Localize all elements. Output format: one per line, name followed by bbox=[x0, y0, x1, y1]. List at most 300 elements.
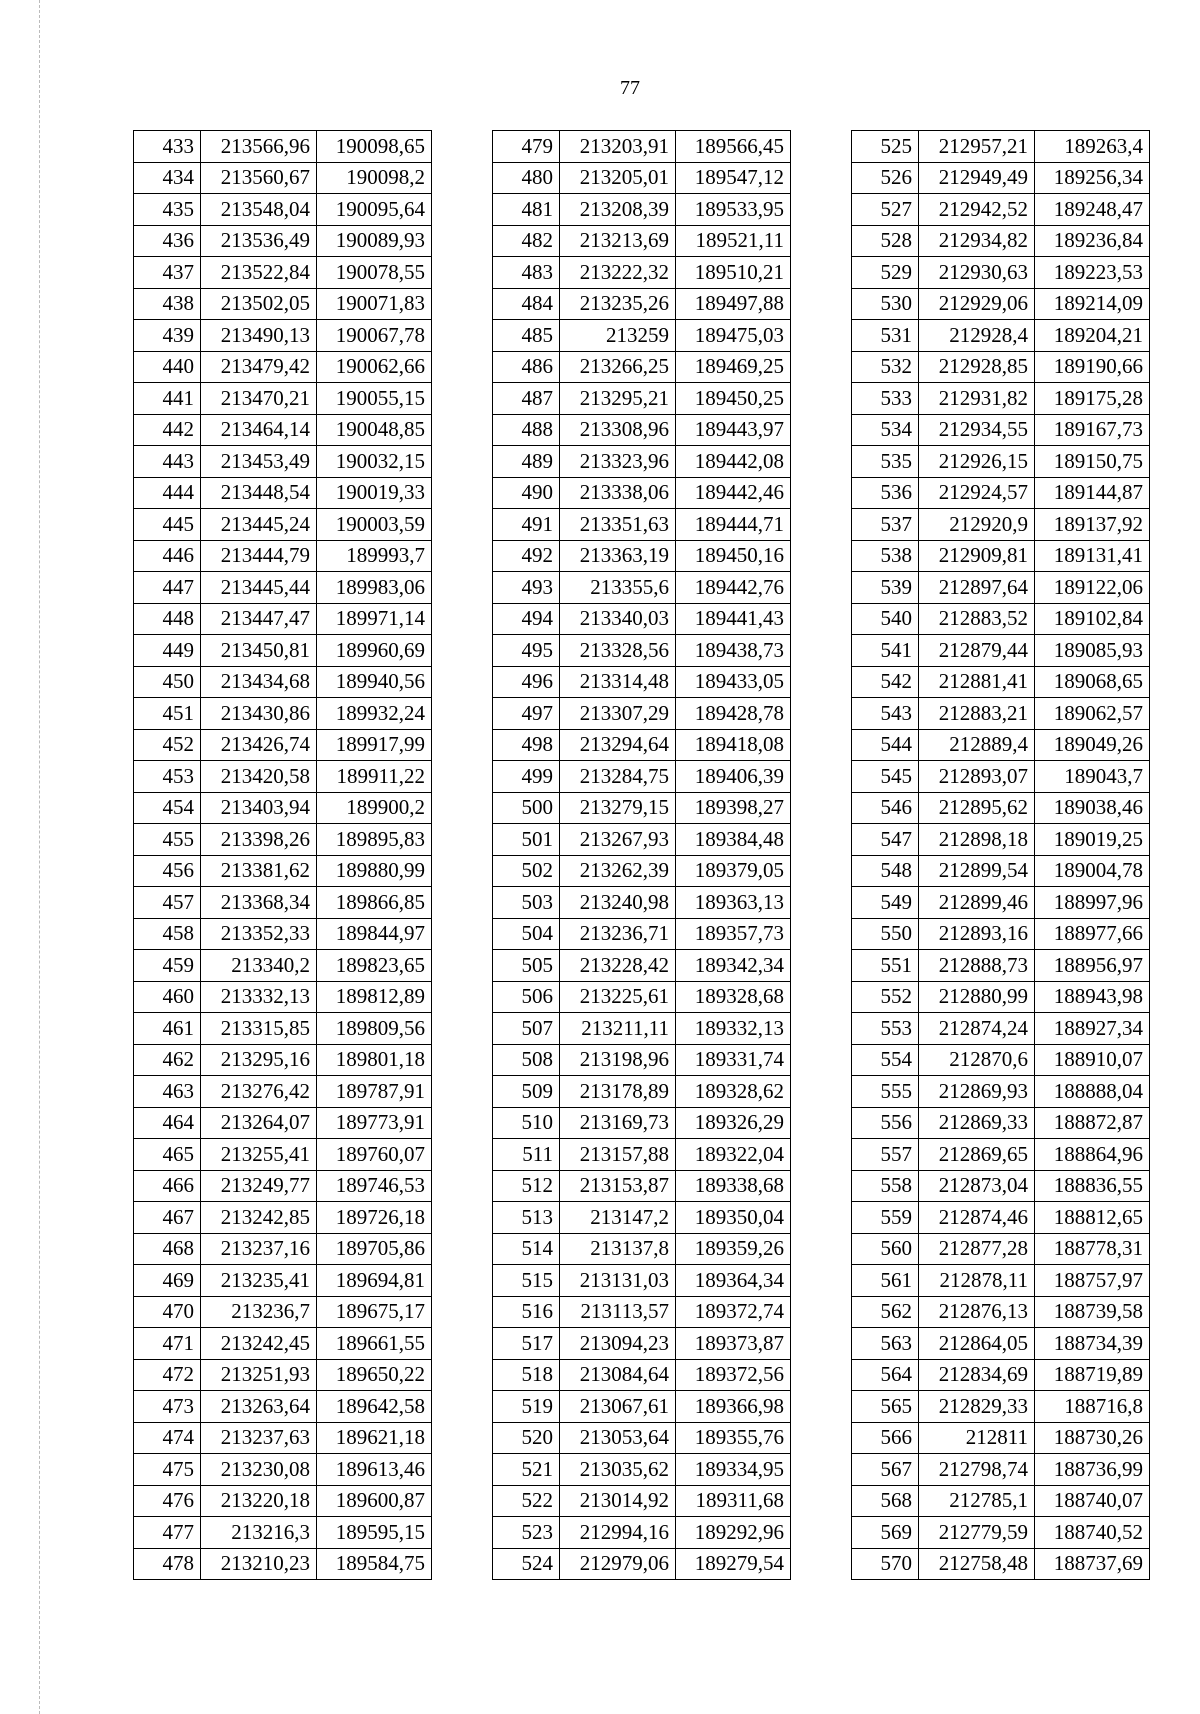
y-coordinate-cell: 189497,88 bbox=[676, 288, 791, 320]
x-coordinate-cell: 213153,87 bbox=[560, 1170, 676, 1202]
y-coordinate-cell: 190055,15 bbox=[317, 383, 432, 415]
point-number-cell: 447 bbox=[134, 572, 201, 604]
x-coordinate-cell: 213259 bbox=[560, 320, 676, 352]
point-number-cell: 437 bbox=[134, 257, 201, 289]
table-row bbox=[134, 918, 432, 950]
y-coordinate-cell: 189773,91 bbox=[317, 1107, 432, 1139]
point-number-cell: 510 bbox=[493, 1107, 560, 1139]
y-coordinate-cell: 189406,39 bbox=[676, 761, 791, 793]
point-number-cell: 504 bbox=[493, 918, 560, 950]
x-coordinate-cell: 213434,68 bbox=[201, 666, 317, 698]
point-number-cell: 533 bbox=[852, 383, 919, 415]
y-coordinate-cell: 188716,8 bbox=[1035, 1391, 1150, 1423]
point-number-cell: 531 bbox=[852, 320, 919, 352]
x-coordinate-cell: 213251,93 bbox=[201, 1359, 317, 1391]
y-coordinate-cell: 189450,25 bbox=[676, 383, 791, 415]
y-coordinate-cell: 188719,89 bbox=[1035, 1359, 1150, 1391]
x-coordinate-cell: 213237,63 bbox=[201, 1422, 317, 1454]
y-coordinate-cell: 189866,85 bbox=[317, 887, 432, 919]
x-coordinate-cell: 213198,96 bbox=[560, 1044, 676, 1076]
point-number-cell: 515 bbox=[493, 1265, 560, 1297]
x-coordinate-cell: 213403,94 bbox=[201, 792, 317, 824]
y-coordinate-cell: 188997,96 bbox=[1035, 887, 1150, 919]
point-number-cell: 559 bbox=[852, 1202, 919, 1234]
x-coordinate-cell: 213222,32 bbox=[560, 257, 676, 289]
point-number-cell: 505 bbox=[493, 950, 560, 982]
table-row bbox=[134, 572, 432, 604]
table-row bbox=[493, 1107, 791, 1139]
y-coordinate-cell: 189379,05 bbox=[676, 855, 791, 887]
x-coordinate-cell: 213426,74 bbox=[201, 729, 317, 761]
table-row bbox=[493, 1359, 791, 1391]
y-coordinate-cell: 189359,26 bbox=[676, 1233, 791, 1265]
table-row bbox=[493, 1328, 791, 1360]
point-number-cell: 456 bbox=[134, 855, 201, 887]
table-row bbox=[493, 162, 791, 194]
x-coordinate-cell: 213338,06 bbox=[560, 477, 676, 509]
y-coordinate-cell: 189102,84 bbox=[1035, 603, 1150, 635]
x-coordinate-cell: 213536,49 bbox=[201, 225, 317, 257]
table-row bbox=[852, 761, 1150, 793]
x-coordinate-cell: 212874,46 bbox=[919, 1202, 1035, 1234]
point-number-cell: 478 bbox=[134, 1548, 201, 1580]
y-coordinate-cell: 189372,74 bbox=[676, 1296, 791, 1328]
y-coordinate-cell: 189621,18 bbox=[317, 1422, 432, 1454]
table-row bbox=[852, 1391, 1150, 1423]
x-coordinate-cell: 212979,06 bbox=[560, 1548, 676, 1580]
y-coordinate-cell: 189960,69 bbox=[317, 635, 432, 667]
point-number-cell: 498 bbox=[493, 729, 560, 761]
y-coordinate-cell: 189475,03 bbox=[676, 320, 791, 352]
x-coordinate-cell: 213490,13 bbox=[201, 320, 317, 352]
y-coordinate-cell: 189971,14 bbox=[317, 603, 432, 635]
point-number-cell: 495 bbox=[493, 635, 560, 667]
y-coordinate-cell: 190019,33 bbox=[317, 477, 432, 509]
x-coordinate-cell: 213147,2 bbox=[560, 1202, 676, 1234]
table-row bbox=[852, 950, 1150, 982]
x-coordinate-cell: 212876,13 bbox=[919, 1296, 1035, 1328]
x-coordinate-cell: 212881,41 bbox=[919, 666, 1035, 698]
y-coordinate-cell: 189331,74 bbox=[676, 1044, 791, 1076]
table-row bbox=[852, 446, 1150, 478]
table-row bbox=[852, 477, 1150, 509]
x-coordinate-cell: 212934,82 bbox=[919, 225, 1035, 257]
point-number-cell: 517 bbox=[493, 1328, 560, 1360]
table-row bbox=[852, 257, 1150, 289]
point-number-cell: 457 bbox=[134, 887, 201, 919]
y-coordinate-cell: 189150,75 bbox=[1035, 446, 1150, 478]
x-coordinate-cell: 213368,34 bbox=[201, 887, 317, 919]
x-coordinate-cell: 213445,24 bbox=[201, 509, 317, 541]
y-coordinate-cell: 189366,98 bbox=[676, 1391, 791, 1423]
y-coordinate-cell: 188736,99 bbox=[1035, 1454, 1150, 1486]
table-row bbox=[493, 383, 791, 415]
point-number-cell: 485 bbox=[493, 320, 560, 352]
table-row bbox=[493, 1296, 791, 1328]
point-number-cell: 545 bbox=[852, 761, 919, 793]
table-row bbox=[134, 288, 432, 320]
x-coordinate-cell: 212926,15 bbox=[919, 446, 1035, 478]
table-row bbox=[134, 1296, 432, 1328]
y-coordinate-cell: 189661,55 bbox=[317, 1328, 432, 1360]
y-coordinate-cell: 189175,28 bbox=[1035, 383, 1150, 415]
y-coordinate-cell: 189326,29 bbox=[676, 1107, 791, 1139]
table-row bbox=[134, 1107, 432, 1139]
point-number-cell: 511 bbox=[493, 1139, 560, 1171]
x-coordinate-cell: 213332,13 bbox=[201, 981, 317, 1013]
x-coordinate-cell: 212883,21 bbox=[919, 698, 1035, 730]
y-coordinate-cell: 189204,21 bbox=[1035, 320, 1150, 352]
table-row bbox=[134, 477, 432, 509]
point-number-cell: 556 bbox=[852, 1107, 919, 1139]
x-coordinate-cell: 213067,61 bbox=[560, 1391, 676, 1423]
table-row bbox=[134, 383, 432, 415]
y-coordinate-cell: 189223,53 bbox=[1035, 257, 1150, 289]
y-coordinate-cell: 189263,4 bbox=[1035, 131, 1150, 163]
point-number-cell: 473 bbox=[134, 1391, 201, 1423]
point-number-cell: 486 bbox=[493, 351, 560, 383]
table-row bbox=[852, 1296, 1150, 1328]
y-coordinate-cell: 189334,95 bbox=[676, 1454, 791, 1486]
table-row bbox=[493, 477, 791, 509]
point-number-cell: 569 bbox=[852, 1517, 919, 1549]
x-coordinate-cell: 212869,65 bbox=[919, 1139, 1035, 1171]
x-coordinate-cell: 213242,85 bbox=[201, 1202, 317, 1234]
point-number-cell: 470 bbox=[134, 1296, 201, 1328]
point-number-cell: 445 bbox=[134, 509, 201, 541]
y-coordinate-cell: 189373,87 bbox=[676, 1328, 791, 1360]
point-number-cell: 508 bbox=[493, 1044, 560, 1076]
y-coordinate-cell: 188737,69 bbox=[1035, 1548, 1150, 1580]
x-coordinate-cell: 212798,74 bbox=[919, 1454, 1035, 1486]
table-row bbox=[134, 792, 432, 824]
y-coordinate-cell: 189328,68 bbox=[676, 981, 791, 1013]
table-row bbox=[493, 351, 791, 383]
y-coordinate-cell: 189418,08 bbox=[676, 729, 791, 761]
table-row bbox=[852, 383, 1150, 415]
table-row bbox=[493, 509, 791, 541]
table-row bbox=[852, 1485, 1150, 1517]
point-number-cell: 550 bbox=[852, 918, 919, 950]
y-coordinate-cell: 189547,12 bbox=[676, 162, 791, 194]
x-coordinate-cell: 212942,52 bbox=[919, 194, 1035, 226]
point-number-cell: 494 bbox=[493, 603, 560, 635]
x-coordinate-cell: 212899,54 bbox=[919, 855, 1035, 887]
y-coordinate-cell: 189895,83 bbox=[317, 824, 432, 856]
y-coordinate-cell: 188836,55 bbox=[1035, 1170, 1150, 1202]
y-coordinate-cell: 189566,45 bbox=[676, 131, 791, 163]
table-row bbox=[493, 1076, 791, 1108]
table-row bbox=[852, 603, 1150, 635]
point-number-cell: 461 bbox=[134, 1013, 201, 1045]
point-number-cell: 490 bbox=[493, 477, 560, 509]
x-coordinate-cell: 213430,86 bbox=[201, 698, 317, 730]
table-row bbox=[134, 131, 432, 163]
x-coordinate-cell: 212829,33 bbox=[919, 1391, 1035, 1423]
y-coordinate-cell: 189004,78 bbox=[1035, 855, 1150, 887]
x-coordinate-cell: 212864,05 bbox=[919, 1328, 1035, 1360]
point-number-cell: 543 bbox=[852, 698, 919, 730]
y-coordinate-cell: 189292,96 bbox=[676, 1517, 791, 1549]
y-coordinate-cell: 189131,41 bbox=[1035, 540, 1150, 572]
table-row bbox=[852, 792, 1150, 824]
table-row bbox=[493, 1139, 791, 1171]
y-coordinate-cell: 188977,66 bbox=[1035, 918, 1150, 950]
point-number-cell: 499 bbox=[493, 761, 560, 793]
point-number-cell: 440 bbox=[134, 351, 201, 383]
y-coordinate-cell: 190098,2 bbox=[317, 162, 432, 194]
point-number-cell: 481 bbox=[493, 194, 560, 226]
x-coordinate-cell: 213266,25 bbox=[560, 351, 676, 383]
table-row bbox=[852, 1517, 1150, 1549]
y-coordinate-cell: 188739,58 bbox=[1035, 1296, 1150, 1328]
x-coordinate-cell: 213355,6 bbox=[560, 572, 676, 604]
y-coordinate-cell: 190032,15 bbox=[317, 446, 432, 478]
y-coordinate-cell: 188864,96 bbox=[1035, 1139, 1150, 1171]
table-row bbox=[852, 1422, 1150, 1454]
y-coordinate-cell: 189144,87 bbox=[1035, 477, 1150, 509]
point-number-cell: 443 bbox=[134, 446, 201, 478]
y-coordinate-cell: 189279,54 bbox=[676, 1548, 791, 1580]
table-row bbox=[493, 1170, 791, 1202]
x-coordinate-cell: 213263,64 bbox=[201, 1391, 317, 1423]
x-coordinate-cell: 213113,57 bbox=[560, 1296, 676, 1328]
point-number-cell: 450 bbox=[134, 666, 201, 698]
x-coordinate-cell: 213169,73 bbox=[560, 1107, 676, 1139]
y-coordinate-cell: 189338,68 bbox=[676, 1170, 791, 1202]
x-coordinate-cell: 212869,33 bbox=[919, 1107, 1035, 1139]
point-number-cell: 534 bbox=[852, 414, 919, 446]
y-coordinate-cell: 189940,56 bbox=[317, 666, 432, 698]
table-row bbox=[134, 540, 432, 572]
y-coordinate-cell: 189167,73 bbox=[1035, 414, 1150, 446]
table-row bbox=[493, 635, 791, 667]
x-coordinate-cell: 213262,39 bbox=[560, 855, 676, 887]
y-coordinate-cell: 189726,18 bbox=[317, 1202, 432, 1234]
point-number-cell: 567 bbox=[852, 1454, 919, 1486]
point-number-cell: 526 bbox=[852, 162, 919, 194]
x-coordinate-cell: 212889,4 bbox=[919, 729, 1035, 761]
x-coordinate-cell: 213479,42 bbox=[201, 351, 317, 383]
point-number-cell: 536 bbox=[852, 477, 919, 509]
y-coordinate-cell: 189038,46 bbox=[1035, 792, 1150, 824]
x-coordinate-cell: 213548,04 bbox=[201, 194, 317, 226]
x-coordinate-cell: 213295,16 bbox=[201, 1044, 317, 1076]
point-number-cell: 524 bbox=[493, 1548, 560, 1580]
point-number-cell: 436 bbox=[134, 225, 201, 257]
point-number-cell: 484 bbox=[493, 288, 560, 320]
table-row bbox=[852, 320, 1150, 352]
table-row bbox=[493, 1391, 791, 1423]
point-number-cell: 555 bbox=[852, 1076, 919, 1108]
point-number-cell: 475 bbox=[134, 1454, 201, 1486]
point-number-cell: 564 bbox=[852, 1359, 919, 1391]
table-row bbox=[852, 981, 1150, 1013]
point-number-cell: 493 bbox=[493, 572, 560, 604]
table-row bbox=[493, 761, 791, 793]
point-number-cell: 513 bbox=[493, 1202, 560, 1234]
x-coordinate-cell: 213566,96 bbox=[201, 131, 317, 163]
point-number-cell: 560 bbox=[852, 1233, 919, 1265]
x-coordinate-cell: 213294,64 bbox=[560, 729, 676, 761]
y-coordinate-cell: 188812,65 bbox=[1035, 1202, 1150, 1234]
y-coordinate-cell: 190078,55 bbox=[317, 257, 432, 289]
y-coordinate-cell: 189364,34 bbox=[676, 1265, 791, 1297]
x-coordinate-cell: 213211,11 bbox=[560, 1013, 676, 1045]
table-row bbox=[493, 698, 791, 730]
y-coordinate-cell: 189917,99 bbox=[317, 729, 432, 761]
x-coordinate-cell: 213308,96 bbox=[560, 414, 676, 446]
y-coordinate-cell: 189675,17 bbox=[317, 1296, 432, 1328]
y-coordinate-cell: 189443,97 bbox=[676, 414, 791, 446]
x-coordinate-cell: 212994,16 bbox=[560, 1517, 676, 1549]
x-coordinate-cell: 213328,56 bbox=[560, 635, 676, 667]
table-row bbox=[134, 1328, 432, 1360]
point-number-cell: 530 bbox=[852, 288, 919, 320]
y-coordinate-cell: 189384,48 bbox=[676, 824, 791, 856]
point-number-cell: 557 bbox=[852, 1139, 919, 1171]
x-coordinate-cell: 213235,41 bbox=[201, 1265, 317, 1297]
x-coordinate-cell: 213279,15 bbox=[560, 792, 676, 824]
point-number-cell: 463 bbox=[134, 1076, 201, 1108]
y-coordinate-cell: 189595,15 bbox=[317, 1517, 432, 1549]
coordinate-table-2 bbox=[492, 130, 791, 1580]
y-coordinate-cell: 189256,34 bbox=[1035, 162, 1150, 194]
table-row bbox=[493, 414, 791, 446]
y-coordinate-cell: 189932,24 bbox=[317, 698, 432, 730]
y-coordinate-cell: 189760,07 bbox=[317, 1139, 432, 1171]
y-coordinate-cell: 190062,66 bbox=[317, 351, 432, 383]
x-coordinate-cell: 213264,07 bbox=[201, 1107, 317, 1139]
x-coordinate-cell: 213220,18 bbox=[201, 1485, 317, 1517]
y-coordinate-cell: 188740,07 bbox=[1035, 1485, 1150, 1517]
y-coordinate-cell: 188910,07 bbox=[1035, 1044, 1150, 1076]
table-row bbox=[852, 1328, 1150, 1360]
table-row bbox=[493, 446, 791, 478]
point-number-cell: 500 bbox=[493, 792, 560, 824]
table-row bbox=[134, 414, 432, 446]
table-row bbox=[134, 761, 432, 793]
y-coordinate-cell: 189438,73 bbox=[676, 635, 791, 667]
point-number-cell: 483 bbox=[493, 257, 560, 289]
table-row bbox=[493, 572, 791, 604]
x-coordinate-cell: 212834,69 bbox=[919, 1359, 1035, 1391]
table-row bbox=[493, 918, 791, 950]
x-coordinate-cell: 213522,84 bbox=[201, 257, 317, 289]
y-coordinate-cell: 189311,68 bbox=[676, 1485, 791, 1517]
y-coordinate-cell: 189328,62 bbox=[676, 1076, 791, 1108]
point-number-cell: 439 bbox=[134, 320, 201, 352]
x-coordinate-cell: 212880,99 bbox=[919, 981, 1035, 1013]
point-number-cell: 502 bbox=[493, 855, 560, 887]
table-row bbox=[493, 194, 791, 226]
y-coordinate-cell: 189332,13 bbox=[676, 1013, 791, 1045]
table-row bbox=[134, 1517, 432, 1549]
x-coordinate-cell: 213255,41 bbox=[201, 1139, 317, 1171]
x-coordinate-cell: 213094,23 bbox=[560, 1328, 676, 1360]
table-row bbox=[493, 1044, 791, 1076]
x-coordinate-cell: 213228,42 bbox=[560, 950, 676, 982]
point-number-cell: 570 bbox=[852, 1548, 919, 1580]
table-row bbox=[134, 257, 432, 289]
table-row bbox=[852, 1233, 1150, 1265]
x-coordinate-cell: 213225,61 bbox=[560, 981, 676, 1013]
x-coordinate-cell: 213237,16 bbox=[201, 1233, 317, 1265]
table-row bbox=[852, 1548, 1150, 1580]
point-number-cell: 549 bbox=[852, 887, 919, 919]
x-coordinate-cell: 213178,89 bbox=[560, 1076, 676, 1108]
table-row bbox=[134, 1044, 432, 1076]
x-coordinate-cell: 212957,21 bbox=[919, 131, 1035, 163]
table-row bbox=[134, 351, 432, 383]
x-coordinate-cell: 212928,85 bbox=[919, 351, 1035, 383]
table-row bbox=[852, 729, 1150, 761]
table-row bbox=[134, 981, 432, 1013]
point-number-cell: 542 bbox=[852, 666, 919, 698]
x-coordinate-cell: 213240,98 bbox=[560, 887, 676, 919]
point-number-cell: 434 bbox=[134, 162, 201, 194]
point-number-cell: 503 bbox=[493, 887, 560, 919]
table-row bbox=[134, 729, 432, 761]
x-coordinate-cell: 213314,48 bbox=[560, 666, 676, 698]
point-number-cell: 520 bbox=[493, 1422, 560, 1454]
page-number: 77 bbox=[620, 77, 640, 99]
table-row bbox=[493, 603, 791, 635]
x-coordinate-cell: 213340,03 bbox=[560, 603, 676, 635]
y-coordinate-cell: 189442,76 bbox=[676, 572, 791, 604]
table-row bbox=[852, 918, 1150, 950]
point-number-cell: 496 bbox=[493, 666, 560, 698]
table-row bbox=[134, 698, 432, 730]
point-number-cell: 441 bbox=[134, 383, 201, 415]
table-row bbox=[493, 729, 791, 761]
point-number-cell: 522 bbox=[493, 1485, 560, 1517]
point-number-cell: 541 bbox=[852, 635, 919, 667]
x-coordinate-cell: 213137,8 bbox=[560, 1233, 676, 1265]
y-coordinate-cell: 189983,06 bbox=[317, 572, 432, 604]
y-coordinate-cell: 189450,16 bbox=[676, 540, 791, 572]
y-coordinate-cell: 189993,7 bbox=[317, 540, 432, 572]
y-coordinate-cell: 189444,71 bbox=[676, 509, 791, 541]
table-row bbox=[493, 1233, 791, 1265]
point-number-cell: 568 bbox=[852, 1485, 919, 1517]
point-number-cell: 480 bbox=[493, 162, 560, 194]
table-row bbox=[493, 1013, 791, 1045]
table-row bbox=[493, 887, 791, 919]
table-row bbox=[852, 1107, 1150, 1139]
y-coordinate-cell: 188927,34 bbox=[1035, 1013, 1150, 1045]
y-coordinate-cell: 189900,2 bbox=[317, 792, 432, 824]
y-coordinate-cell: 188872,87 bbox=[1035, 1107, 1150, 1139]
point-number-cell: 554 bbox=[852, 1044, 919, 1076]
y-coordinate-cell: 189801,18 bbox=[317, 1044, 432, 1076]
point-number-cell: 518 bbox=[493, 1359, 560, 1391]
y-coordinate-cell: 188734,39 bbox=[1035, 1328, 1150, 1360]
table-row bbox=[134, 603, 432, 635]
table-row bbox=[852, 1359, 1150, 1391]
y-coordinate-cell: 189043,7 bbox=[1035, 761, 1150, 793]
x-coordinate-cell: 212779,59 bbox=[919, 1517, 1035, 1549]
point-number-cell: 509 bbox=[493, 1076, 560, 1108]
table-row bbox=[852, 855, 1150, 887]
y-coordinate-cell: 190071,83 bbox=[317, 288, 432, 320]
x-coordinate-cell: 212883,52 bbox=[919, 603, 1035, 635]
x-coordinate-cell: 213445,44 bbox=[201, 572, 317, 604]
point-number-cell: 454 bbox=[134, 792, 201, 824]
table-row bbox=[852, 288, 1150, 320]
y-coordinate-cell: 189428,78 bbox=[676, 698, 791, 730]
x-coordinate-cell: 213284,75 bbox=[560, 761, 676, 793]
